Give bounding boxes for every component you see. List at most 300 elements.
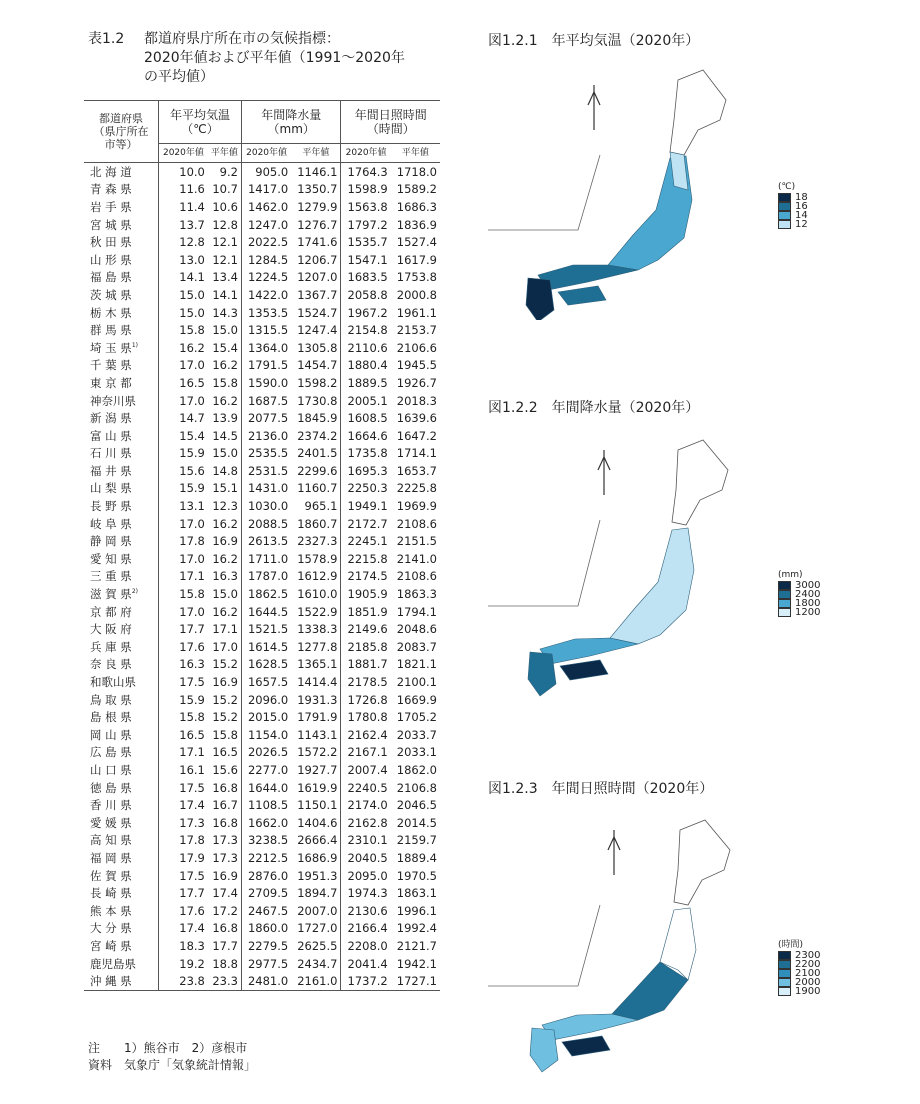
sub-header-normal: 平年値 bbox=[208, 144, 242, 163]
table-row bbox=[84, 216, 440, 234]
temp-normal-cell: 13.4 bbox=[212, 270, 238, 285]
rain-2020-cell: 2279.5 bbox=[241, 937, 291, 955]
table-row bbox=[84, 392, 440, 410]
rain-normal-cell: 1741.6 bbox=[297, 235, 338, 250]
legend-unit: (時間) bbox=[778, 940, 804, 950]
temp-2020-cell: 17.9 bbox=[159, 849, 208, 867]
temp-normal-cell: 10.7 bbox=[212, 182, 238, 197]
rain-normal-cell: 1686.9 bbox=[297, 850, 338, 865]
prefecture-cell: 宮 城 県 bbox=[90, 217, 132, 232]
rain-2020-cell: 2088.5 bbox=[241, 515, 291, 533]
sun-2020-cell: 1851.9 bbox=[341, 603, 391, 621]
sun-normal-cell: 1686.3 bbox=[396, 199, 437, 214]
sun-normal-cell: 1863.1 bbox=[396, 886, 437, 901]
sub-header-2020: 2020年値 bbox=[341, 144, 391, 163]
table-row bbox=[84, 744, 440, 762]
rain-normal-cell: 1143.1 bbox=[297, 727, 338, 742]
prefecture-cell: 佐 賀 県 bbox=[90, 868, 132, 883]
sun-normal-cell: 1589.2 bbox=[396, 182, 437, 197]
japan-map-sunshine bbox=[488, 810, 778, 1080]
table-row bbox=[84, 867, 440, 885]
rain-2020-cell: 1687.5 bbox=[241, 392, 291, 410]
temp-2020-cell: 19.2 bbox=[159, 955, 208, 973]
temp-2020-cell: 16.5 bbox=[159, 726, 208, 744]
rain-2020-cell: 1422.0 bbox=[241, 286, 291, 304]
temp-2020-cell: 17.6 bbox=[159, 638, 208, 656]
japan-map-precipitation bbox=[488, 430, 778, 710]
rain-normal-cell: 2666.4 bbox=[297, 833, 338, 848]
table-row bbox=[84, 955, 440, 973]
temp-normal-cell: 9.2 bbox=[219, 164, 238, 179]
sun-normal-cell: 2108.6 bbox=[396, 516, 437, 531]
sun-normal-cell: 1942.1 bbox=[396, 956, 437, 971]
rain-2020-cell: 1284.5 bbox=[241, 251, 291, 269]
table-row bbox=[84, 304, 440, 322]
rain-2020-cell: 1657.5 bbox=[241, 673, 291, 691]
sun-2020-cell: 2310.1 bbox=[341, 832, 391, 850]
legend-temperature bbox=[778, 182, 808, 229]
temp-normal-cell: 14.5 bbox=[212, 428, 238, 443]
rain-2020-cell: 1247.0 bbox=[241, 216, 291, 234]
temp-2020-cell: 17.1 bbox=[159, 568, 208, 586]
sun-2020-cell: 1608.5 bbox=[341, 409, 391, 427]
legend-swatch bbox=[778, 211, 791, 220]
sun-2020-cell: 1797.2 bbox=[341, 216, 391, 234]
table-row bbox=[84, 321, 440, 339]
legend-item bbox=[778, 220, 808, 229]
sun-2020-cell: 1547.1 bbox=[341, 251, 391, 269]
rain-normal-cell: 1791.9 bbox=[297, 710, 338, 725]
japan-map-temperature bbox=[488, 60, 778, 320]
temp-2020-cell: 13.7 bbox=[159, 216, 208, 234]
rain-normal-cell: 1206.7 bbox=[297, 252, 338, 267]
table-row bbox=[84, 163, 440, 181]
table-row bbox=[84, 708, 440, 726]
table-title bbox=[88, 30, 448, 85]
sun-2020-cell: 1967.2 bbox=[341, 304, 391, 322]
prefecture-cell: 奈 良 県 bbox=[90, 657, 132, 672]
prefecture-cell: 福 島 県 bbox=[90, 270, 132, 285]
rain-2020-cell: 1644.0 bbox=[241, 779, 291, 797]
legend-swatch bbox=[778, 987, 791, 996]
prefecture-cell: 茨 城 県 bbox=[90, 287, 132, 302]
sun-normal-cell: 1836.9 bbox=[396, 217, 437, 232]
sun-2020-cell: 1735.8 bbox=[341, 445, 391, 463]
rain-2020-cell: 1154.0 bbox=[241, 726, 291, 744]
temp-2020-cell: 10.0 bbox=[159, 163, 208, 181]
rain-normal-cell: 1612.9 bbox=[297, 569, 338, 584]
prefecture-cell: 長 崎 県 bbox=[90, 886, 132, 901]
temp-normal-cell: 15.0 bbox=[212, 446, 238, 461]
legend-precipitation bbox=[778, 570, 820, 617]
temp-2020-cell: 13.0 bbox=[159, 251, 208, 269]
rain-normal-cell: 1247.4 bbox=[297, 323, 338, 338]
prefecture-cell: 鹿児島県 bbox=[90, 956, 136, 971]
north-arrow-icon bbox=[598, 450, 610, 495]
temp-2020-cell: 11.4 bbox=[159, 198, 208, 216]
temp-normal-cell: 12.1 bbox=[212, 235, 238, 250]
sub-header-normal: 平年値 bbox=[391, 144, 440, 163]
sun-2020-cell: 1726.8 bbox=[341, 691, 391, 709]
temp-normal-cell: 13.9 bbox=[212, 411, 238, 426]
legend-swatch bbox=[778, 599, 791, 608]
rain-normal-cell: 1454.7 bbox=[297, 358, 338, 373]
rain-normal-cell: 1860.7 bbox=[297, 516, 338, 531]
rain-2020-cell: 2212.5 bbox=[241, 849, 291, 867]
temp-normal-cell: 23.3 bbox=[208, 972, 242, 990]
sun-2020-cell: 2149.6 bbox=[341, 620, 391, 638]
legend-label: 1900 bbox=[795, 986, 821, 997]
rain-2020-cell: 1644.5 bbox=[241, 603, 291, 621]
sun-normal-cell: 1996.1 bbox=[396, 903, 437, 918]
sun-normal-cell: 1862.0 bbox=[396, 762, 437, 777]
rain-normal-cell: 1146.1 bbox=[297, 164, 338, 179]
prefecture-cell: 静 岡 県 bbox=[90, 534, 132, 549]
prefecture-cell: 大 阪 府 bbox=[90, 622, 132, 637]
table-number: 表1.2 bbox=[88, 31, 125, 47]
rain-normal-cell: 2327.3 bbox=[297, 534, 338, 549]
temp-2020-cell: 17.0 bbox=[159, 357, 208, 375]
sun-2020-cell: 2250.3 bbox=[341, 480, 391, 498]
rain-2020-cell: 1108.5 bbox=[241, 796, 291, 814]
rain-2020-cell: 1462.0 bbox=[241, 198, 291, 216]
rain-normal-cell: 1160.7 bbox=[297, 481, 338, 496]
prefecture-cell: 山 梨 県 bbox=[90, 481, 132, 496]
rain-normal-cell: 1598.2 bbox=[297, 375, 338, 390]
table-row bbox=[84, 480, 440, 498]
temp-2020-cell: 14.1 bbox=[159, 269, 208, 287]
rain-normal-cell: 2161.0 bbox=[291, 972, 341, 990]
table-row bbox=[84, 515, 440, 533]
figure-title-precipitation: 図1.2.2 年間降水量（2020年） bbox=[488, 400, 700, 416]
sun-normal-cell: 2033.1 bbox=[396, 745, 437, 760]
temp-normal-cell: 15.4 bbox=[212, 340, 238, 355]
legend-unit: (mm) bbox=[778, 570, 803, 580]
rain-normal-cell: 2374.2 bbox=[297, 428, 338, 443]
rain-2020-cell: 2015.0 bbox=[241, 708, 291, 726]
prefecture-cell: 香 川 県 bbox=[90, 798, 132, 813]
prefecture-cell: 広 島 県 bbox=[90, 745, 132, 760]
prefecture-cell: 青 森 県 bbox=[90, 182, 132, 197]
rain-2020-cell: 905.0 bbox=[241, 163, 291, 181]
temp-2020-cell: 17.4 bbox=[159, 796, 208, 814]
legend-swatch bbox=[778, 590, 791, 599]
sun-2020-cell: 2208.0 bbox=[341, 937, 391, 955]
table-row bbox=[84, 568, 440, 586]
rain-2020-cell: 1590.0 bbox=[241, 374, 291, 392]
sun-2020-cell: 1780.8 bbox=[341, 708, 391, 726]
sun-normal-cell: 1969.9 bbox=[396, 499, 437, 514]
temp-normal-cell: 14.3 bbox=[212, 305, 238, 320]
temp-normal-cell: 15.6 bbox=[212, 762, 238, 777]
temp-2020-cell: 17.7 bbox=[159, 620, 208, 638]
temp-normal-cell: 15.0 bbox=[212, 323, 238, 338]
figure-title-sunshine: 図1.2.3 年間日照時間（2020年） bbox=[488, 781, 714, 797]
sun-2020-cell: 2162.4 bbox=[341, 726, 391, 744]
temp-normal-cell: 14.8 bbox=[212, 463, 238, 478]
sun-2020-cell: 1598.9 bbox=[341, 181, 391, 199]
prefecture-cell: 滋 賀 県$^{2)}$ bbox=[90, 587, 138, 602]
table-row bbox=[84, 673, 440, 691]
prefecture-cell: 高 知 県 bbox=[90, 833, 132, 848]
temp-normal-cell: 16.7 bbox=[212, 798, 238, 813]
temp-normal-cell: 17.1 bbox=[212, 622, 238, 637]
table-row bbox=[84, 620, 440, 638]
header-prefecture: 都道府県 （県庁所在 市等） bbox=[84, 101, 159, 163]
table-row bbox=[84, 638, 440, 656]
figure-title-temperature: 図1.2.1 年平均気温（2020年） bbox=[488, 33, 700, 49]
prefecture-cell: 愛 媛 県 bbox=[90, 815, 132, 830]
sun-2020-cell: 2172.7 bbox=[341, 515, 391, 533]
rain-normal-cell: 1404.6 bbox=[297, 815, 338, 830]
table-row bbox=[84, 357, 440, 375]
prefecture-cell: 宮 崎 県 bbox=[90, 938, 132, 953]
sun-2020-cell: 2110.6 bbox=[341, 339, 391, 357]
rain-normal-cell: 1338.3 bbox=[297, 622, 338, 637]
temp-normal-cell: 16.2 bbox=[212, 551, 238, 566]
sun-normal-cell: 2225.8 bbox=[396, 481, 437, 496]
sun-normal-cell: 2048.6 bbox=[396, 622, 437, 637]
legend-sunshine bbox=[778, 937, 820, 996]
legend-label: 12 bbox=[795, 219, 808, 230]
rain-2020-cell: 2709.5 bbox=[241, 884, 291, 902]
legend-swatch bbox=[778, 220, 791, 229]
table-row bbox=[84, 374, 440, 392]
prefecture-cell: 島 根 県 bbox=[90, 710, 132, 725]
sun-2020-cell: 2185.8 bbox=[341, 638, 391, 656]
prefecture-cell: 北 海 道 bbox=[90, 164, 132, 179]
temp-normal-cell: 17.7 bbox=[212, 938, 238, 953]
rain-normal-cell: 1367.7 bbox=[297, 287, 338, 302]
legend-swatch bbox=[778, 608, 791, 617]
rain-2020-cell: 2467.5 bbox=[241, 902, 291, 920]
source-label: 資料 bbox=[88, 1058, 113, 1072]
temp-2020-cell: 15.6 bbox=[159, 462, 208, 480]
temp-2020-cell: 12.8 bbox=[159, 233, 208, 251]
sun-normal-cell: 2108.6 bbox=[396, 569, 437, 584]
sun-2020-cell: 2167.1 bbox=[341, 744, 391, 762]
temp-2020-cell: 17.8 bbox=[159, 832, 208, 850]
temp-normal-cell: 18.8 bbox=[212, 956, 238, 971]
footnote-marker: 2) bbox=[131, 588, 138, 596]
sun-2020-cell: 2041.4 bbox=[341, 955, 391, 973]
legend-label: 2200 bbox=[795, 959, 821, 970]
legend-swatch bbox=[778, 978, 791, 987]
prefecture-cell: 熊 本 県 bbox=[90, 903, 132, 918]
rain-normal-cell: 1730.8 bbox=[297, 393, 338, 408]
legend-label: 16 bbox=[795, 201, 808, 212]
legend-swatch bbox=[778, 202, 791, 211]
sun-2020-cell: 1905.9 bbox=[341, 585, 391, 603]
prefecture-cell: 愛 知 県 bbox=[90, 551, 132, 566]
sun-normal-cell: 1945.5 bbox=[396, 358, 437, 373]
rain-normal-cell: 965.1 bbox=[304, 499, 338, 514]
prefecture-cell: 千 葉 県 bbox=[90, 358, 132, 373]
rain-normal-cell: 1150.1 bbox=[297, 798, 338, 813]
rain-2020-cell: 2481.0 bbox=[241, 972, 291, 990]
temp-normal-cell: 17.3 bbox=[212, 850, 238, 865]
temp-normal-cell: 16.8 bbox=[212, 815, 238, 830]
prefecture-cell: 石 川 県 bbox=[90, 446, 132, 461]
temp-normal-cell: 16.2 bbox=[212, 516, 238, 531]
rain-normal-cell: 1207.0 bbox=[297, 270, 338, 285]
temp-2020-cell: 15.0 bbox=[159, 304, 208, 322]
rain-normal-cell: 1894.7 bbox=[297, 886, 338, 901]
temp-2020-cell: 15.4 bbox=[159, 427, 208, 445]
legend-label: 18 bbox=[795, 192, 808, 203]
rain-normal-cell: 1578.9 bbox=[297, 551, 338, 566]
table-row bbox=[84, 796, 440, 814]
rain-normal-cell: 1414.4 bbox=[297, 675, 338, 690]
sun-normal-cell: 1821.1 bbox=[396, 657, 437, 672]
sun-normal-cell: 1970.5 bbox=[396, 868, 437, 883]
temp-2020-cell: 17.0 bbox=[159, 550, 208, 568]
temp-2020-cell: 17.0 bbox=[159, 603, 208, 621]
temp-2020-cell: 13.1 bbox=[159, 497, 208, 515]
table-row bbox=[84, 286, 440, 304]
prefecture-cell: 岩 手 県 bbox=[90, 199, 132, 214]
header-sunshine: 年間日照時間 （時間） bbox=[341, 101, 440, 144]
prefecture-cell: 埼 玉 県$^{1)}$ bbox=[90, 340, 138, 355]
prefecture-cell: 新 潟 県 bbox=[90, 411, 132, 426]
prefecture-cell: 長 野 県 bbox=[90, 499, 132, 514]
table-row bbox=[84, 233, 440, 251]
rain-2020-cell: 2977.5 bbox=[241, 955, 291, 973]
prefecture-cell: 徳 島 県 bbox=[90, 780, 132, 795]
sun-2020-cell: 2162.8 bbox=[341, 814, 391, 832]
rain-2020-cell: 1521.5 bbox=[241, 620, 291, 638]
rain-2020-cell: 1431.0 bbox=[241, 480, 291, 498]
temp-normal-cell: 16.9 bbox=[212, 868, 238, 883]
temp-2020-cell: 17.8 bbox=[159, 532, 208, 550]
temp-normal-cell: 16.8 bbox=[212, 921, 238, 936]
table-row bbox=[84, 532, 440, 550]
temp-2020-cell: 15.8 bbox=[159, 321, 208, 339]
table-row bbox=[84, 462, 440, 480]
temp-2020-cell: 15.0 bbox=[159, 286, 208, 304]
temp-2020-cell: 17.3 bbox=[159, 814, 208, 832]
temp-2020-cell: 16.3 bbox=[159, 656, 208, 674]
rain-2020-cell: 3238.5 bbox=[241, 832, 291, 850]
rain-2020-cell: 2026.5 bbox=[241, 744, 291, 762]
prefecture-cell: 富 山 県 bbox=[90, 428, 132, 443]
legend-item bbox=[778, 608, 820, 617]
sun-2020-cell: 1683.5 bbox=[341, 269, 391, 287]
sun-normal-cell: 2046.5 bbox=[396, 798, 437, 813]
table-row bbox=[84, 181, 440, 199]
sub-header-2020: 2020年値 bbox=[159, 144, 208, 163]
north-arrow-icon bbox=[588, 85, 600, 130]
sub-header-2020: 2020年値 bbox=[241, 144, 291, 163]
temp-2020-cell: 18.3 bbox=[159, 937, 208, 955]
north-arrow-icon bbox=[608, 830, 620, 875]
rain-2020-cell: 1628.5 bbox=[241, 656, 291, 674]
temp-normal-cell: 17.0 bbox=[212, 639, 238, 654]
sun-normal-cell: 2018.3 bbox=[396, 393, 437, 408]
prefecture-cell: 神奈川県 bbox=[90, 393, 136, 408]
rain-normal-cell: 2007.0 bbox=[297, 903, 338, 918]
sun-normal-cell: 1794.1 bbox=[396, 604, 437, 619]
temp-2020-cell: 17.0 bbox=[159, 392, 208, 410]
prefecture-cell: 兵 庫 県 bbox=[90, 639, 132, 654]
temp-normal-cell: 16.9 bbox=[212, 675, 238, 690]
rain-2020-cell: 2277.0 bbox=[241, 761, 291, 779]
temp-2020-cell: 17.1 bbox=[159, 744, 208, 762]
legend-label: 2100 bbox=[795, 968, 821, 979]
prefecture-cell: 沖 縄 県 bbox=[84, 972, 159, 990]
sun-normal-cell: 1669.9 bbox=[396, 692, 437, 707]
table-notes bbox=[88, 1040, 256, 1074]
header-temperature: 年平均気温 （℃） bbox=[159, 101, 242, 144]
temp-normal-cell: 15.8 bbox=[212, 727, 238, 742]
sun-2020-cell: 1737.2 bbox=[341, 972, 391, 990]
rain-2020-cell: 1787.0 bbox=[241, 568, 291, 586]
temp-normal-cell: 12.3 bbox=[212, 499, 238, 514]
sun-normal-cell: 1527.4 bbox=[396, 235, 437, 250]
legend-swatch bbox=[778, 960, 791, 969]
rain-normal-cell: 1522.9 bbox=[297, 604, 338, 619]
temp-2020-cell: 17.5 bbox=[159, 673, 208, 691]
temp-2020-cell: 17.6 bbox=[159, 902, 208, 920]
sun-2020-cell: 2058.8 bbox=[341, 286, 391, 304]
rain-2020-cell: 2022.5 bbox=[241, 233, 291, 251]
prefecture-cell: 岐 阜 県 bbox=[90, 516, 132, 531]
temp-2020-cell: 17.0 bbox=[159, 515, 208, 533]
legend-swatch bbox=[778, 581, 791, 590]
sun-2020-cell: 1764.3 bbox=[341, 163, 391, 181]
prefecture-cell: 栃 木 県 bbox=[90, 305, 132, 320]
temp-normal-cell: 12.1 bbox=[212, 252, 238, 267]
rain-normal-cell: 1350.7 bbox=[297, 182, 338, 197]
temp-normal-cell: 15.2 bbox=[212, 692, 238, 707]
temp-normal-cell: 16.2 bbox=[212, 393, 238, 408]
sun-2020-cell: 2040.5 bbox=[341, 849, 391, 867]
sun-2020-cell: 1664.6 bbox=[341, 427, 391, 445]
sun-normal-cell: 2014.5 bbox=[396, 815, 437, 830]
temp-normal-cell: 17.4 bbox=[212, 886, 238, 901]
temp-2020-cell: 15.8 bbox=[159, 708, 208, 726]
sun-normal-cell: 2151.5 bbox=[396, 534, 437, 549]
sun-normal-cell: 2000.8 bbox=[396, 287, 437, 302]
sun-normal-cell: 2106.8 bbox=[396, 780, 437, 795]
sun-2020-cell: 1949.1 bbox=[341, 497, 391, 515]
temp-normal-cell: 15.2 bbox=[212, 710, 238, 725]
climate-table bbox=[84, 100, 440, 991]
temp-normal-cell: 12.8 bbox=[212, 217, 238, 232]
prefecture-cell: 三 重 県 bbox=[90, 569, 132, 584]
rain-normal-cell: 2401.5 bbox=[297, 446, 338, 461]
rain-normal-cell: 1277.8 bbox=[297, 639, 338, 654]
table-row bbox=[84, 269, 440, 287]
sun-normal-cell: 1714.1 bbox=[396, 446, 437, 461]
rain-normal-cell: 1572.2 bbox=[297, 745, 338, 760]
legend-label: 14 bbox=[795, 210, 808, 221]
prefecture-cell: 岡 山 県 bbox=[90, 727, 132, 742]
temp-normal-cell: 15.1 bbox=[212, 481, 238, 496]
table-row bbox=[84, 691, 440, 709]
temp-normal-cell: 15.8 bbox=[212, 375, 238, 390]
table-row bbox=[84, 920, 440, 938]
sun-normal-cell: 2153.7 bbox=[396, 323, 437, 338]
sun-normal-cell: 2033.7 bbox=[396, 727, 437, 742]
temp-normal-cell: 15.2 bbox=[212, 657, 238, 672]
rain-normal-cell: 1845.9 bbox=[297, 411, 338, 426]
prefecture-cell: 鳥 取 県 bbox=[90, 692, 132, 707]
temp-normal-cell: 16.5 bbox=[212, 745, 238, 760]
sun-normal-cell: 1889.4 bbox=[396, 850, 437, 865]
sun-normal-cell: 2100.1 bbox=[396, 675, 437, 690]
legend-swatch bbox=[778, 951, 791, 960]
